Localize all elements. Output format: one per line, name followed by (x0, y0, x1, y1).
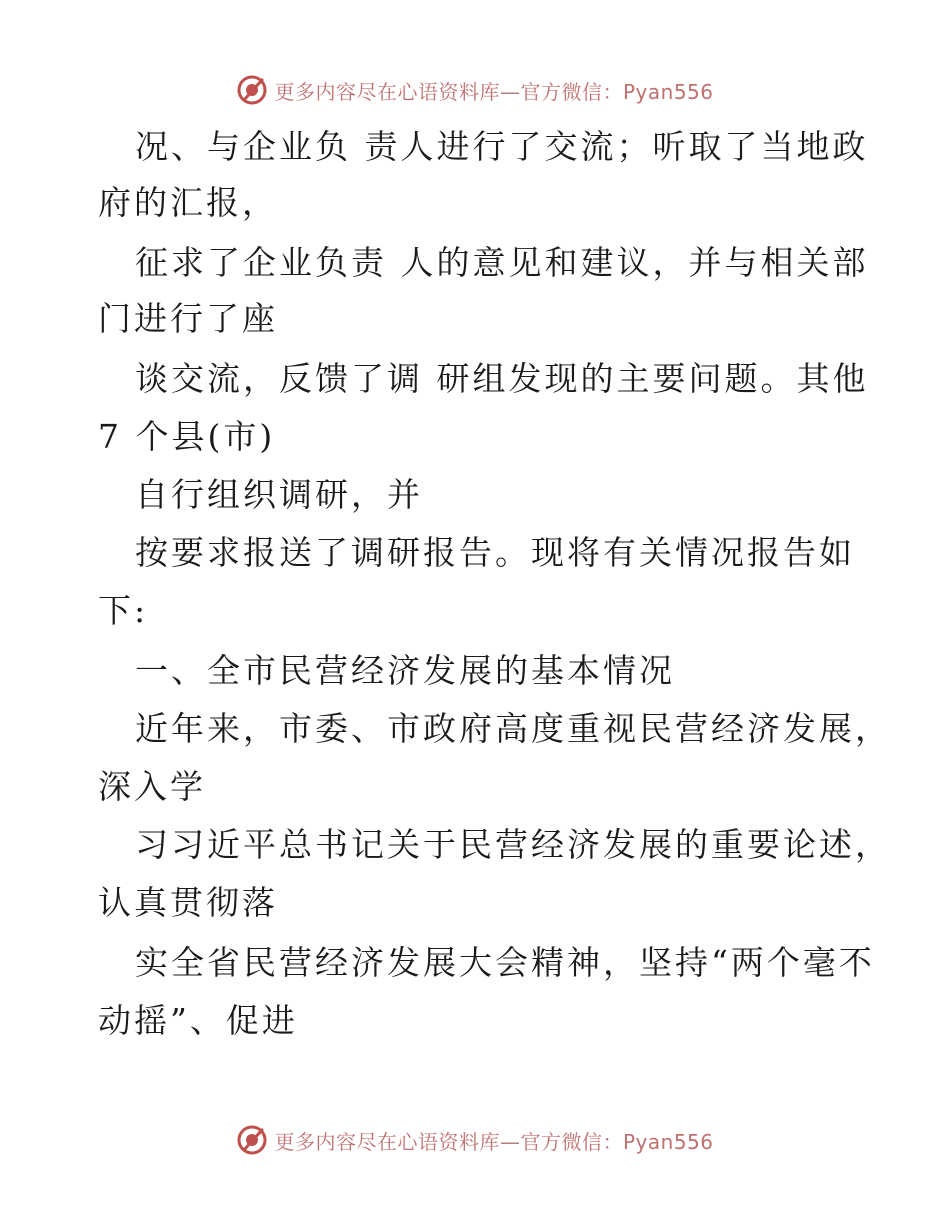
header-banner-separator: — (499, 79, 521, 104)
paragraph-line: 深入学 (98, 767, 206, 806)
footer-banner-title: 更多内容尽在心语资料库 (274, 1129, 500, 1154)
paragraph-line: 7 个县(市) (98, 417, 276, 456)
paragraph-line: 征求了企业负责 人的意见和建议，并与相关部 (135, 243, 869, 282)
paragraph-line: 实全省民营经济发展大会精神，坚持“两个毫不 (135, 943, 875, 982)
paragraph-line: 门进行了座 (98, 299, 278, 338)
paragraph-line: 府的汇报， (98, 183, 278, 222)
section-heading: 一、全市民营经济发展的基本情况 (135, 651, 675, 690)
footer-banner-separator: — (499, 1129, 521, 1154)
header-banner-text (274, 76, 713, 105)
footer-banner-id: Pyan556 (622, 1129, 714, 1154)
footer-banner-label: 官方微信： (520, 1129, 623, 1154)
footer-banner-text (274, 1126, 713, 1155)
paragraph-line: 况、与企业负 责人进行了交流；听取了当地政 (135, 127, 869, 166)
header-banner-title: 更多内容尽在心语资料库 (274, 79, 500, 104)
paragraph-line: 动摇”、促进 (98, 1001, 298, 1040)
header-banner-label: 官方微信： (520, 79, 623, 104)
logo-pen-icon (236, 1124, 268, 1156)
paragraph-line: 下: (98, 591, 149, 630)
paragraph-line: 习习近平总书记关于民营经济发展的重要论述， (135, 825, 891, 864)
paragraph-line: 认真贯彻落 (98, 883, 278, 922)
logo-pen-icon (236, 74, 268, 106)
footer-banner (0, 1120, 950, 1160)
header-banner-id: Pyan556 (622, 79, 714, 104)
paragraph-line: 近年来，市委、市政府高度重视民营经济发展， (135, 709, 891, 748)
header-banner (0, 70, 950, 110)
paragraph-line: 谈交流，反馈了调 研组发现的主要问题。其他 (135, 359, 869, 398)
paragraph-line: 自行组织调研，并 (135, 475, 423, 514)
paragraph-line: 按要求报送了调研报告。现将有关情况报告如 (135, 533, 855, 572)
